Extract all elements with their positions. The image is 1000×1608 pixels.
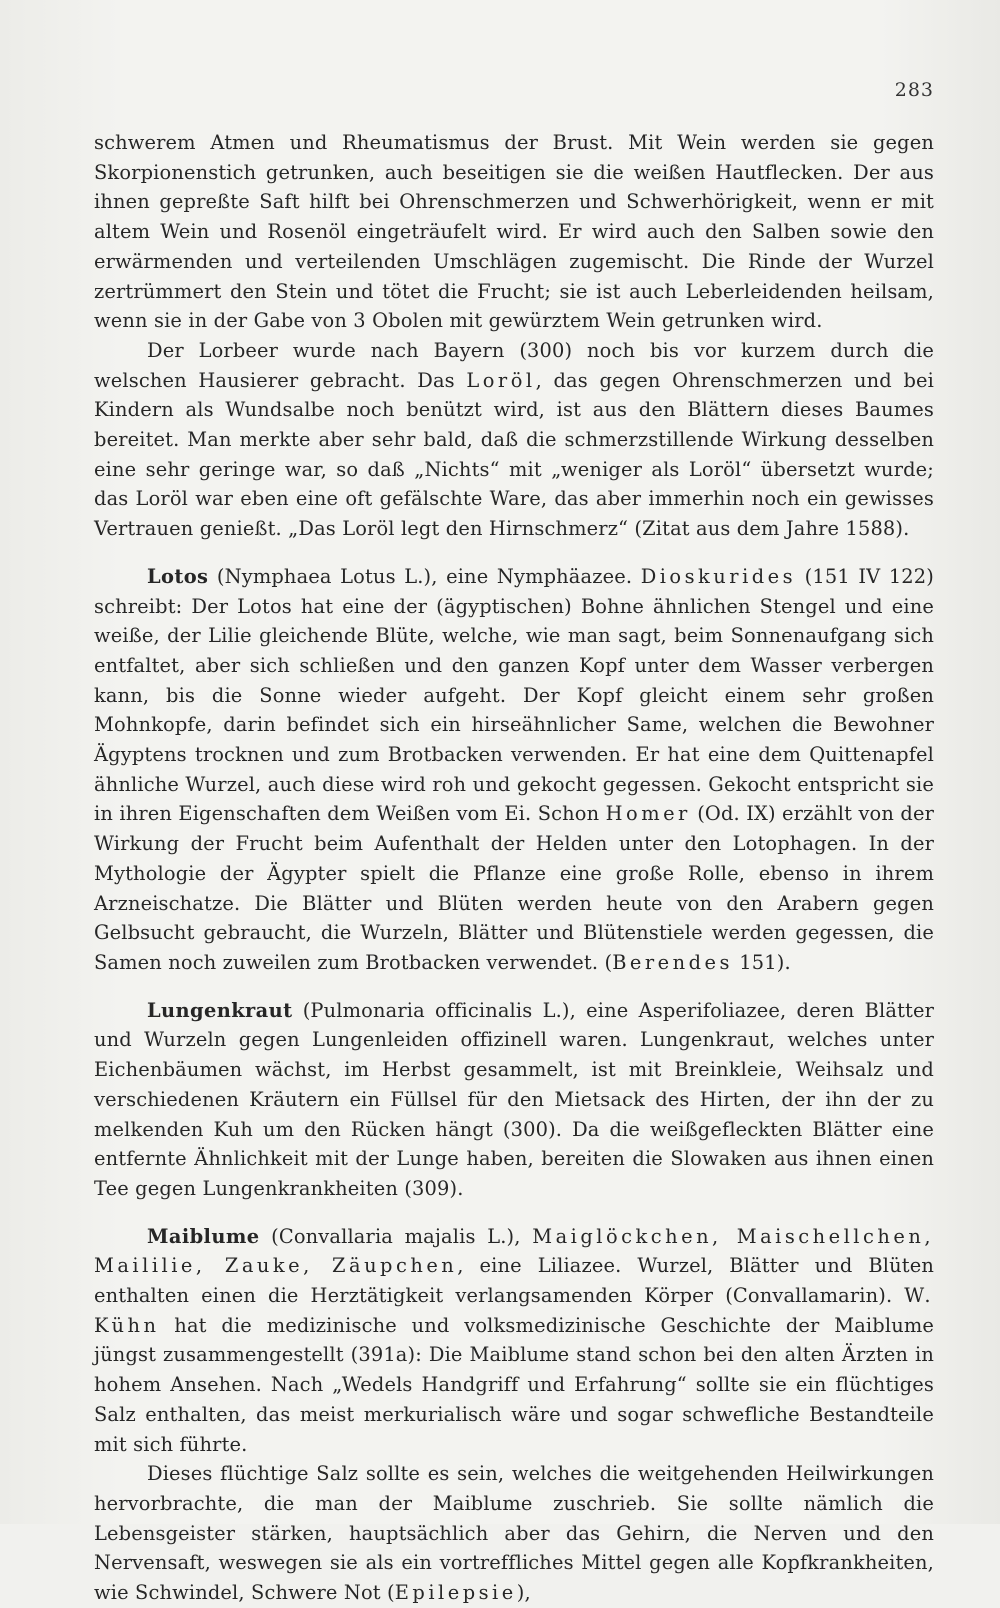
text-run: (151 IV 122) schreibt: Der Lotos hat eine der (ägyptischen) Bohne ähnlichen Stengel und eine weiße, der Lilie gleichende Blüte, welche, wie man sagt, beim Sonnenaufgang sich entfaltet, aber sich schließen und den ganzen Kopf unter dem Wasser verbergen kann, bis die Sonne wieder aufgeht. Der Kopf gleicht einem sehr großen Mohnkopfe, darin befindet sich ein hirseähnlicher Same, welchen die Bewohner Ägyptens trocknen und zum Brotbacken verwenden. Er hat eine dem Quittenapfel ähnliche Wurzel, auch diese wird roh und gekocht gegessen. Gekocht entspricht sie in ihren Eigenschaften dem Weißen vom Ei. Schon [94, 564, 934, 826]
text-run: (Od. IX) erzählt von der Wirkung der Frucht beim Aufenthalt der Helden unter den Lotophagen. In der Mythologie der Ägypter spielt die Pflanze eine große Rolle, ebenso in ihrem Arzneischatze. Die Blätter und Blüten werden heute von den Arabern gegen Gelbsucht gebraucht, die Wurzeln, Blätter und Blütenstiele werden gegessen, die Samen noch zuweilen zum Brotbacken verwendet. ( [94, 802, 934, 974]
entry-lungenkraut [94, 996, 934, 1204]
text-run: (Convallaria majalis L.), [259, 1224, 533, 1248]
spaced-name-dioskurides: Dioskurides [640, 564, 797, 588]
lemma-lungenkraut: Lungenkraut [147, 998, 293, 1022]
text-run: 151). [732, 950, 791, 974]
spaced-name-berendes: Berendes [612, 950, 733, 974]
entry-maiblume [94, 1222, 934, 1460]
spaced-term-epilepsie: Epilepsie [394, 1581, 517, 1605]
paragraph-rheumatism [94, 128, 934, 336]
entry-lotos [94, 562, 934, 978]
text-run: hat die medizinische und volksmedizinische Geschichte der Maiblume jüngst zusammengestellt (391a): Die Maiblume stand schon bei den alten Ärzten in hohem Ansehen. Nach „Wedels Handgriff und Erfahrung“ sollte sie ein flüchtiges Salz enthalten, das meist merkurialisch wäre und sogar schwefliche Bestandteile mit sich führte. [94, 1313, 934, 1456]
text-run: (Nymphaea Lotus L.), eine Nymphäazee. [208, 564, 641, 588]
page-number: 283 [894, 79, 934, 101]
text-column [94, 128, 934, 1608]
section-gap [94, 1204, 934, 1222]
lemma-maiblume: Maiblume [147, 1224, 260, 1248]
spaced-term-loroel: Loröl [466, 368, 536, 392]
text-run: , das gegen Ohrenschmerzen und bei Kindern als Wundsalbe noch benützt wird, ist aus den Blättern dieses Baumes bereitet. Man merkte aber sehr bald, daß die schmerzstillende Wirkung desselben eine sehr geringe war, so daß „Nichts“ mit „weniger als Loröl“ übersetzt wurde; das Loröl war eben eine oft gefälschte Ware, das aber immerhin noch ein gewisses Vertrauen genießt. „Das Loröl legt den Hirnschmerz“ (Zitat aus dem Jahre 1588). [94, 368, 934, 541]
paragraph-fluechtiges-salz [94, 1459, 934, 1608]
text-run: ), [516, 1581, 531, 1605]
text-run: , eine Liliazee. Wurzel, Blätter und Blüten enthalten einen die Herztätigkeit verlangsamenden Körper (Convallamarin). [94, 1254, 934, 1308]
text-run: (Pulmonaria officinalis L.), eine Asperifoliazee, deren Blätter und Wurzeln gegen Lungenleiden offizinell waren. Lungenkraut, welches unter Eichenbäumen wächst, im Herbst gesammelt, ist mit Breinkleie, Weihsalz und verschiedenen Kräutern ein Füllsel für den Mietsack des Hirten, der ihn der zu melkenden Kuh um den Rücken hängt (300). Da die weißgefleckten Blätter eine entfernte Ähnlichkeit mit der Lunge haben, bereiten die Slowaken aus ihnen einen Tee gegen Lungenkrankheiten (309). [94, 998, 934, 1200]
section-gap [94, 544, 934, 562]
text-run: Der Lorbeer wurde nach Bayern (300) noch bis vor kurzem durch die welschen Hausierer gebracht. Das [94, 338, 934, 392]
lemma-lotos: Lotos [147, 564, 209, 588]
paragraph-loroel [94, 336, 934, 544]
spaced-name-homer: Homer [605, 802, 691, 826]
spaced-name-kuehn: W. Kühn [94, 1284, 934, 1337]
text-run: schwerem Atmen und Rheumatismus der Brust. Mit Wein werden sie gegen Skorpionenstich getrunken, auch beseitigen sie die weißen Hautflecken. Der aus ihnen gepreßte Saft hilft bei Ohrenschmerzen und Schwerhörigkeit, wenn er mit altem Wein und Rosenöl eingeträufelt wird. Er wird auch den Salben sowie den erwärmenden und verteilenden Umschlägen zugemischt. Die Rinde der Wurzel zertrümmert den Stein und tötet die Frucht; sie ist auch Leberleidenden heilsam, wenn sie in der Gabe von 3 Obolen mit gewürztem Wein getrunken wird. [94, 131, 934, 333]
spaced-synonyms: Maiglöckchen, Maischellchen, Maililie, Zauke, Zäupchen [94, 1224, 934, 1278]
text-run: Dieses flüchtige Salz sollte es sein, welches die weitgehenden Heilwirkungen hervorbrachte, die man der Maiblume zuschrieb. Sie sollte nämlich die Lebensgeister stärken, hauptsächlich aber das Gehirn, die Nerven und den Nervensaft, weswegen sie als ein vortreffliches Mittel gegen alle Kopfkrankheiten, wie Schwindel, Schwere Not ( [94, 1462, 934, 1605]
section-gap [94, 978, 934, 996]
